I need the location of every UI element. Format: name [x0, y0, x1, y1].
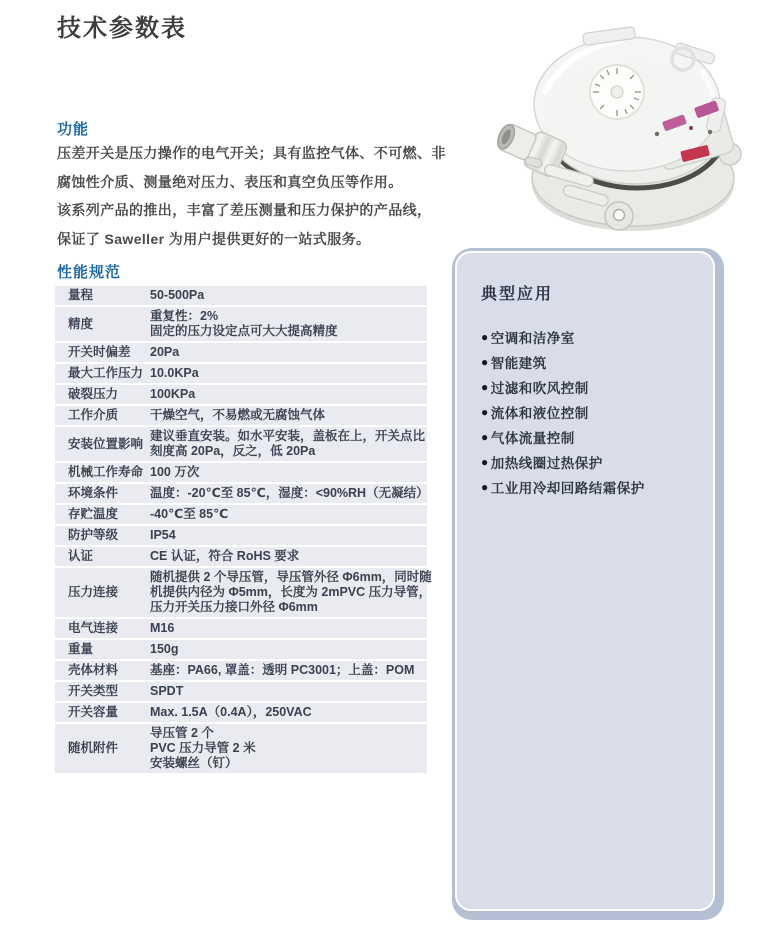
spec-value: [150, 619, 427, 638]
bullet-icon: ●: [481, 379, 489, 394]
spec-value: [150, 568, 432, 617]
setpoint-dial: [590, 65, 644, 119]
application-item: [481, 474, 695, 499]
spec-value-line: 100 万次: [150, 465, 200, 479]
spec-value-line: 固定的压力设定点可大大提高精度: [150, 324, 338, 338]
spec-label: 存贮温度: [55, 505, 150, 524]
spec-row: [55, 307, 427, 341]
application-item: [481, 324, 695, 349]
spec-row: [55, 343, 427, 362]
applications-list: [481, 324, 695, 499]
pressure-switch-illustration: [497, 12, 749, 238]
spec-value-line: 10.0KPa: [150, 366, 199, 380]
spec-label: 防护等级: [55, 526, 150, 545]
spec-value-line: 干燥空气，不易燃或无腐蚀气体: [150, 408, 326, 422]
bullet-icon: ●: [481, 329, 489, 344]
application-item-label: 加热线圈过热保护: [490, 455, 603, 471]
spec-row: [55, 661, 427, 680]
function-text-line: 压差开关是压力操作的电气开关；具有监控气体、不可燃、非: [57, 145, 446, 161]
spec-row: [55, 619, 427, 638]
spec-row: [55, 406, 427, 425]
spec-value-line: 安装螺丝（钉）: [150, 756, 238, 770]
application-item-label: 流体和液位控制: [490, 405, 589, 421]
application-item: [481, 374, 695, 399]
spec-row: [55, 682, 427, 701]
page-title: 技术参数表: [57, 15, 187, 42]
application-item: [481, 449, 695, 474]
spec-label: 认证: [55, 547, 150, 566]
spec-value-line: 150g: [150, 642, 179, 656]
function-text-line: 该系列产品的推出，丰富了差压测量和压力保护的产品线，: [57, 202, 432, 218]
product-photo: [497, 12, 749, 238]
spec-value: [150, 364, 427, 383]
function-paragraph: [57, 139, 467, 253]
spec-value-line: 20Pa: [150, 345, 180, 359]
spec-label: 电气连接: [55, 619, 150, 638]
spec-value-line: 导压管 2 个: [150, 726, 214, 740]
spec-label: 量程: [55, 286, 150, 305]
spec-value-line: 建议垂直安装。如水平安装，盖板在上，开关点比: [150, 429, 426, 443]
spec-value-line: 50-500Pa: [150, 288, 205, 302]
applications-panel: [452, 248, 724, 920]
function-heading: 功能: [57, 121, 90, 138]
application-item: [481, 399, 695, 424]
spec-value: [150, 724, 427, 773]
spec-row: [55, 640, 427, 659]
spec-row: [55, 484, 427, 503]
spec-label: 重量: [55, 640, 150, 659]
application-item-label: 工业用冷却回路结霜保护: [490, 480, 645, 496]
spec-value-line: 压力开关压力接口外径 Φ6mm: [150, 600, 318, 614]
spec-table: [55, 284, 432, 775]
spec-row: [55, 286, 427, 305]
spec-value: [150, 343, 427, 362]
application-item: [481, 349, 695, 374]
spec-heading: 性能规范: [57, 264, 122, 281]
spec-row: [55, 463, 427, 482]
spec-row: [55, 703, 427, 722]
spec-value-line: 随机提供 2 个导压管，导压管外径 Φ6mm，同时随: [150, 570, 432, 584]
spec-row: [55, 364, 427, 383]
spec-label: 开关类型: [55, 682, 150, 701]
spec-row: [55, 505, 427, 524]
spec-value-line: IP54: [150, 528, 176, 542]
bullet-icon: ●: [481, 479, 489, 494]
spec-label: 机械工作寿命: [55, 463, 150, 482]
spec-value: [150, 547, 427, 566]
spec-value-line: 重复性：2%: [150, 309, 219, 323]
spec-label: 最大工作压力: [55, 364, 150, 383]
spec-value-line: Max. 1.5A（0.4A），250VAC: [150, 705, 312, 719]
spec-value: [150, 286, 427, 305]
bullet-icon: ●: [481, 404, 489, 419]
spec-label: 安装位置影响: [55, 427, 150, 461]
spec-row: [55, 568, 427, 617]
spec-value: [150, 484, 427, 503]
spec-row: [55, 547, 427, 566]
mounting-tab-bottom: [605, 202, 633, 230]
spec-value-line: M16: [150, 621, 175, 635]
spec-label: 压力连接: [55, 568, 150, 617]
spec-value: [150, 385, 427, 404]
function-text-line: 腐蚀性介质、测量绝对压力、表压和真空负压等作用。: [57, 173, 403, 190]
spec-value-line: -40℃至 85℃: [150, 507, 229, 521]
spec-label: 开关容量: [55, 703, 150, 722]
spec-value: [150, 307, 427, 341]
spec-label: 工作介质: [55, 406, 150, 425]
spec-value: [150, 526, 427, 545]
spec-value-line: 机提供内径为 Φ5mm，长度为 2mPVC 压力导管，: [150, 585, 432, 599]
spec-value-line: 100KPa: [150, 387, 196, 401]
spec-value: [150, 427, 427, 461]
applications-panel-inner: [455, 251, 715, 911]
spec-value: [150, 463, 427, 482]
spec-value: [150, 505, 427, 524]
spec-row: [55, 427, 427, 461]
application-item-label: 空调和洁净室: [490, 330, 575, 346]
spec-value-line: CE 认证，符合 RoHS 要求: [150, 549, 300, 563]
spec-row: [55, 724, 427, 773]
spec-value: [150, 640, 427, 659]
spec-table-body: [55, 286, 432, 773]
spec-row: [55, 526, 427, 545]
spec-value: [150, 661, 427, 680]
spec-label: 精度: [55, 307, 150, 341]
application-item: [481, 424, 695, 449]
spec-value-line: 基座：PA66, 罩盖：透明 PC3001；上盖：POM: [150, 663, 415, 677]
bullet-icon: ●: [481, 429, 489, 444]
spec-value-line: 温度：-20℃至 85℃，湿度：<90%RH（无凝结）: [150, 486, 429, 500]
spec-value: [150, 406, 427, 425]
spec-label: 环境条件: [55, 484, 150, 503]
spec-label: 开关时偏差: [55, 343, 150, 362]
application-item-label: 气体流量控制: [490, 430, 575, 446]
function-text-line: 保证了 Saweller 为用户提供更好的一站式服务。: [57, 230, 371, 247]
spec-label: 随机附件: [55, 724, 150, 773]
spec-label: 壳体材料: [55, 661, 150, 680]
application-item-label: 智能建筑: [490, 355, 547, 371]
applications-heading: 典型应用: [481, 286, 554, 303]
bullet-icon: ●: [481, 354, 489, 369]
spec-row: [55, 385, 427, 404]
spec-value-line: 刻度高 20Pa，反之，低 20Pa: [150, 444, 316, 458]
bullet-icon: ●: [481, 454, 489, 469]
spec-label: 破裂压力: [55, 385, 150, 404]
spec-value: [150, 682, 427, 701]
spec-value-line: SPDT: [150, 684, 184, 698]
spec-value: [150, 703, 427, 722]
application-item-label: 过滤和吹风控制: [490, 380, 589, 396]
spec-value-line: PVC 压力导管 2 米: [150, 741, 256, 755]
